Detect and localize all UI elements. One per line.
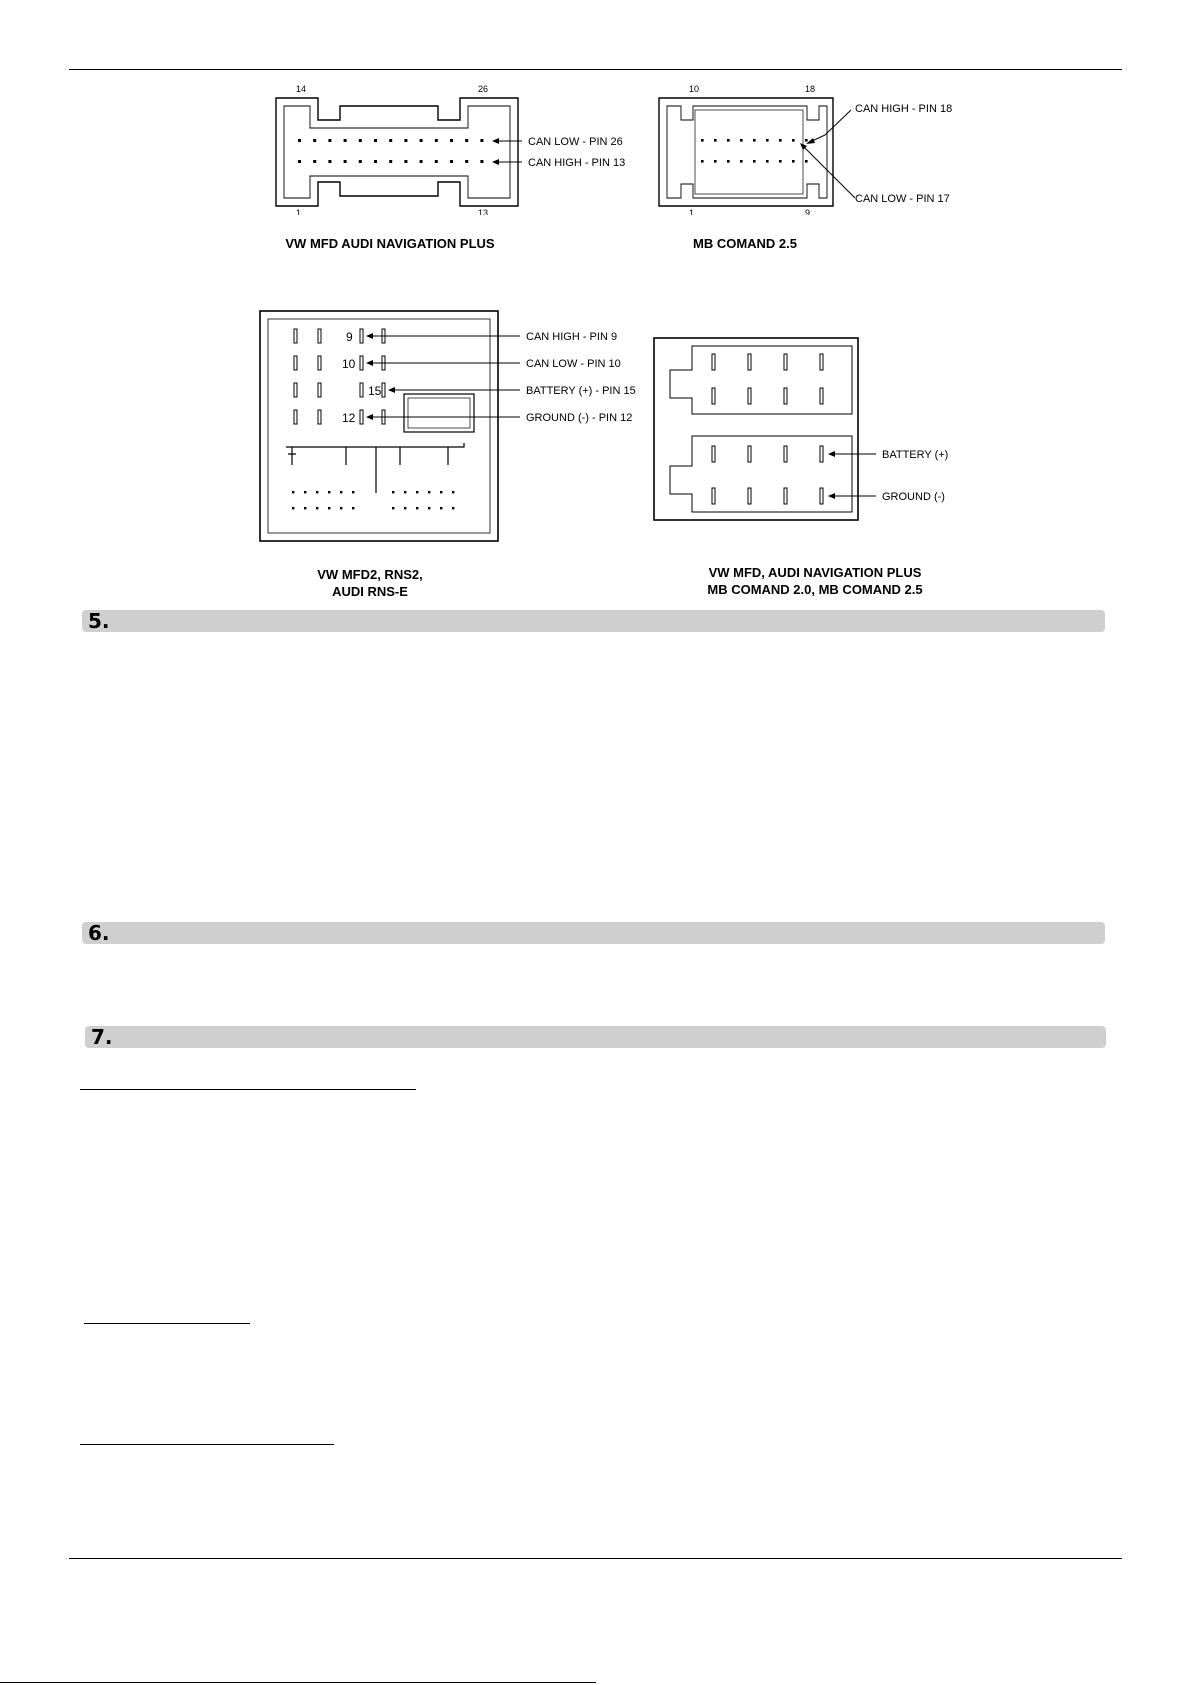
connector-diagram-vw-mfd2 <box>258 307 638 547</box>
pin-number-26: 26 <box>478 84 489 94</box>
caption-line-1: VW MFD2, RNS2, <box>317 567 423 582</box>
header-rule <box>69 69 1122 70</box>
pin-number-10: 10 <box>689 84 700 94</box>
label-can-high-pin13: CAN HIGH - PIN 13 <box>528 157 626 169</box>
connector-diagram-power <box>652 336 972 526</box>
section-header-7 <box>85 1026 1106 1048</box>
subheading-underline <box>80 1089 416 1090</box>
pin-row-bottom-mb <box>701 160 808 163</box>
caption-vw-mfd-audi-nav-plus: VW MFD AUDI NAVIGATION PLUS <box>285 236 495 251</box>
small-pin-rows <box>292 491 454 509</box>
subheading-underline <box>84 1323 250 1324</box>
pin-number-1: 1 <box>296 208 302 215</box>
pin-row-top-mb <box>701 139 808 142</box>
pin-number-13: 13 <box>478 208 489 215</box>
pin-row-bottom <box>298 160 483 163</box>
connector-outline <box>276 98 518 206</box>
connector-outline <box>260 311 498 541</box>
section-header-5 <box>82 610 1105 632</box>
section-number: 5. <box>88 609 110 633</box>
label-can-high-pin18: CAN HIGH - PIN 18 <box>855 103 953 115</box>
label-can-high-pin9: CAN HIGH - PIN 9 <box>526 331 618 343</box>
connector-diagram-vw-mfd <box>270 80 650 215</box>
pin-number-12-rns: 12 <box>342 411 356 425</box>
label-battery-pin15: BATTERY (+) - PIN 15 <box>526 385 636 397</box>
caption-line-2: MB COMAND 2.0, MB COMAND 2.5 <box>707 582 923 597</box>
pin-number-18: 18 <box>805 84 816 94</box>
pin-number-9-rns: 9 <box>346 330 353 344</box>
caption-line-2: AUDI RNS-E <box>332 584 408 599</box>
caption-vw-mfd2-rns2 <box>300 566 440 600</box>
connector-outline <box>654 338 858 520</box>
caption-mb-comand-25: MB COMAND 2.5 <box>692 236 797 251</box>
section-number: 6. <box>88 921 110 945</box>
subheading-underline <box>80 1444 334 1445</box>
label-can-low-pin17: CAN LOW - PIN 17 <box>855 193 950 205</box>
pin-number-10-rns: 10 <box>342 357 356 371</box>
pin-number-15-rns: 15 <box>368 384 382 398</box>
caption-vw-mfd-mb-comand <box>690 564 940 598</box>
footer-rule <box>69 1558 1122 1559</box>
pin-row-top <box>298 139 483 142</box>
caption-line-1: VW MFD, AUDI NAVIGATION PLUS <box>708 565 922 580</box>
pin-number-1-mb: 1 <box>689 208 695 215</box>
label-ground-minus: GROUND (-) <box>882 491 945 503</box>
label-can-low-pin10: CAN LOW - PIN 10 <box>526 358 621 370</box>
section-number: 7. <box>91 1025 113 1049</box>
label-ground-pin12: GROUND (-) - PIN 12 <box>526 412 633 424</box>
bottom-edge-rule <box>0 1682 596 1683</box>
pin-number-9-mb: 9 <box>805 208 811 215</box>
section-header-6 <box>82 922 1105 944</box>
connector-diagram-mb-comand-25 <box>655 80 975 215</box>
label-battery-plus: BATTERY (+) <box>882 449 949 461</box>
pin-number-14: 14 <box>296 84 307 94</box>
label-can-low-pin26: CAN LOW - PIN 26 <box>528 136 623 148</box>
